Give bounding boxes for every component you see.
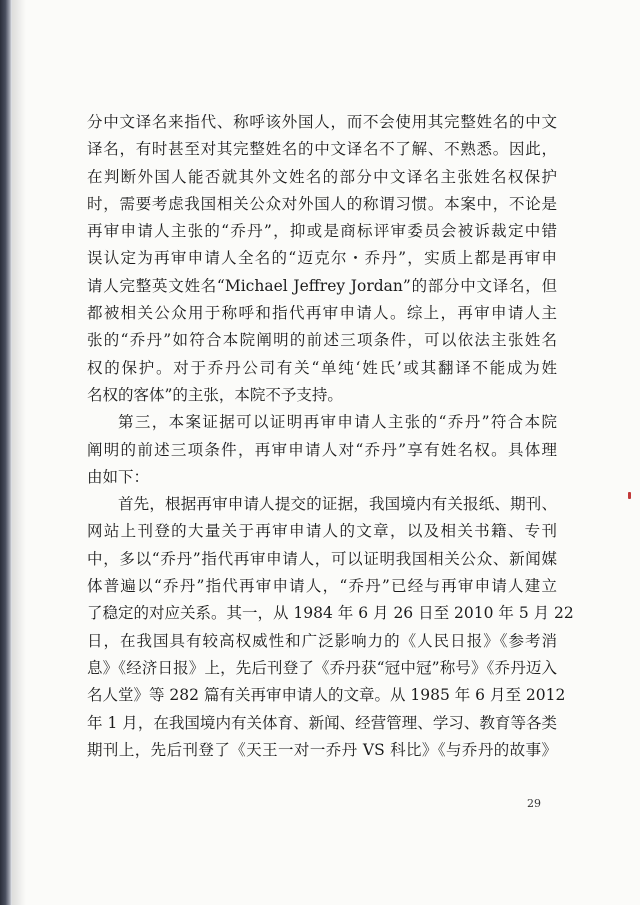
- text-line: 在判断外国人能否就其外文姓名的部分中文译名主张姓名权保护: [87, 167, 557, 186]
- text-line: 网站上刊登的大量关于再审申请人的文章，以及相关书籍、专刊: [87, 522, 557, 541]
- text-line: 张的“乔丹”如符合本院阐明的前述三项条件，可以依法主张姓名: [87, 331, 557, 350]
- scan-edge-mark: [628, 492, 631, 499]
- binding-shadow: [12, 0, 26, 905]
- text-line: 译名，有时甚至对其完整姓名的中文译名不了解、不熟悉。因此，: [87, 140, 557, 159]
- text-line: 再审申请人主张的“乔丹”，抑或是商标评审委员会被诉裁定中错: [87, 222, 557, 241]
- body-text: [87, 109, 574, 764]
- paragraph-first-line: 首先，根据再审申请人提交的证据，我国境内有关报纸、期刊、: [118, 495, 557, 514]
- text-line: 体普遍以“乔丹”指代再审申请人，“乔丹”已经与再审申请人建立: [87, 577, 557, 596]
- text-line: 了稳定的对应关系。其一，从 1984 年 6 月 26 日至 2010 年 5 月 22: [87, 604, 574, 623]
- text-line: 名人堂》等 282 篇有关再审申请人的文章。从 1985 年 6 月至 2012: [87, 686, 566, 705]
- binding-edge: [0, 0, 12, 905]
- page-number: 29: [527, 797, 541, 810]
- text-line: 日，在我国具有较高权威性和广泛影响力的《人民日报》《参考消: [87, 631, 557, 650]
- text-line: 权的保护。对于乔丹公司有关“单纯‘姓氏’或其翻译不能成为姓: [87, 358, 557, 377]
- text-line: 由如下：: [87, 467, 150, 486]
- text-line: 分中文译名来指代、称呼该外国人，而不会使用其完整姓名的中文: [87, 113, 557, 131]
- text-line: 请人完整英文姓名“Michael Jeffrey Jordan”的部分中文译名，但: [87, 276, 557, 295]
- text-line: 误认定为再审申请人全名的“迈克尔・乔丹”，实质上都是再审申: [87, 249, 557, 268]
- text-line: 都被相关公众用于称呼和指代再审申请人。综上，再审申请人主: [87, 304, 557, 323]
- paragraph-first-line: 第三，本案证据可以证明再审申请人主张的“乔丹”符合本院: [118, 413, 557, 432]
- text-line: 息》《经济日报》上，先后刊登了《乔丹获“冠中冠”称号》《乔丹迈入: [87, 658, 557, 677]
- text-line: 期刊上，先后刊登了《天王一对一乔丹 VS 科比》《与乔丹的故事》: [87, 740, 557, 759]
- text-line: 名权的客体”的主张，本院不予支持。: [87, 385, 343, 404]
- text-line: 阐明的前述三项条件，再审申请人对“乔丹”享有姓名权。具体理: [87, 440, 557, 459]
- text-line: 年 1 月，在我国境内有关体育、新闻、经营管理、学习、教育等各类: [87, 713, 557, 732]
- text-line: 中，多以“乔丹”指代再审申请人，可以证明我国相关公众、新闻媒: [87, 549, 557, 568]
- text-line: 时，需要考虑我国相关公众对外国人的称谓习惯。本案中，不论是: [87, 194, 557, 213]
